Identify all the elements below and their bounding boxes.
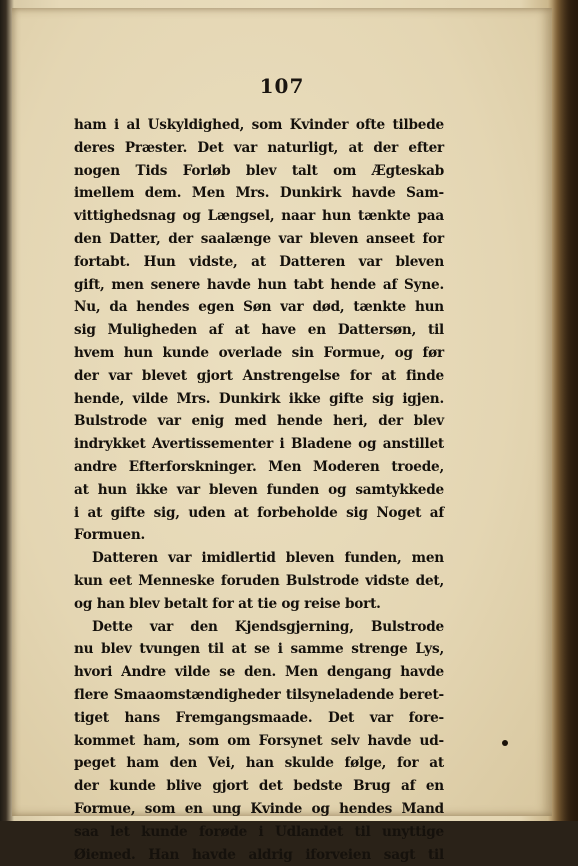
body-text	[74, 114, 444, 866]
book-spine-edge	[552, 0, 578, 821]
text-line: Bulstrode var enig med hende heri, der blev	[74, 410, 444, 433]
text-line: i at gifte sig, uden at forbeholde sig Noget af	[74, 502, 444, 525]
text-line: nu blev tvungen til at se i samme strenge Lys,	[74, 638, 444, 661]
text-line: tiget hans Fremgangsmaade. Det var fore-	[74, 707, 444, 730]
text-line: Datteren var imidlertid bleven funden, men	[74, 547, 444, 570]
text-line: peget ham den Vei, han skulde følge, for at	[74, 752, 444, 775]
ink-speck	[502, 740, 508, 746]
text-line: hvori Andre vilde se den. Men dengang havde	[74, 661, 444, 684]
text-line: Øiemed. Han havde aldrig iforveien sagt til	[74, 844, 444, 866]
text-line: indrykket Avertissementer i Bladene og anstillet	[74, 433, 444, 456]
text-line: imellem dem. Men Mrs. Dunkirk havde Sam-	[74, 182, 444, 205]
text-line: ham i al Uskyldighed, som Kvinder ofte tilbede	[74, 114, 444, 137]
page-paper	[12, 8, 552, 816]
text-line: og han blev betalt for at tie og reise bort.	[74, 593, 444, 616]
text-line: flere Smaaomstændigheder tilsyneladende beret-	[74, 684, 444, 707]
text-line: Dette var den Kjendsgjerning, Bulstrode	[74, 616, 444, 639]
text-line: fortabt. Hun vidste, at Datteren var bleven	[74, 251, 444, 274]
text-line: nogen Tids Forløb blev talt om Ægteskab	[74, 160, 444, 183]
text-line: gift, men senere havde hun tabt hende af Syne.	[74, 274, 444, 297]
text-line: at hun ikke var bleven funden og samtykkede	[74, 479, 444, 502]
text-line: Formue, som en ung Kvinde og hendes Mand	[74, 798, 444, 821]
text-line: andre Efterforskninger. Men Moderen troede,	[74, 456, 444, 479]
text-line: der var blevet gjort Anstrengelse for at finde	[74, 365, 444, 388]
text-line: saa let kunde forøde i Udlandet til unyttige	[74, 821, 444, 844]
text-line: der kunde blive gjort det bedste Brug af en	[74, 775, 444, 798]
text-line: vittighedsnag og Længsel, naar hun tænkte paa	[74, 205, 444, 228]
text-line: den Datter, der saalænge var bleven anseet for	[74, 228, 444, 251]
page-number: 107	[12, 74, 552, 98]
text-line: Formuen.	[74, 524, 444, 547]
text-line: sig Muligheden af at have en Dattersøn, til	[74, 319, 444, 342]
text-line: Nu, da hendes egen Søn var død, tænkte hun	[74, 296, 444, 319]
text-line: kommet ham, som om Forsynet selv havde ud-	[74, 730, 444, 753]
text-line: hende, vilde Mrs. Dunkirk ikke gifte sig igjen.	[74, 388, 444, 411]
text-line: deres Præster. Det var naturligt, at der efter	[74, 137, 444, 160]
text-line: hvem hun kunde overlade sin Formue, og før	[74, 342, 444, 365]
text-line: kun eet Menneske foruden Bulstrode vidste det,	[74, 570, 444, 593]
